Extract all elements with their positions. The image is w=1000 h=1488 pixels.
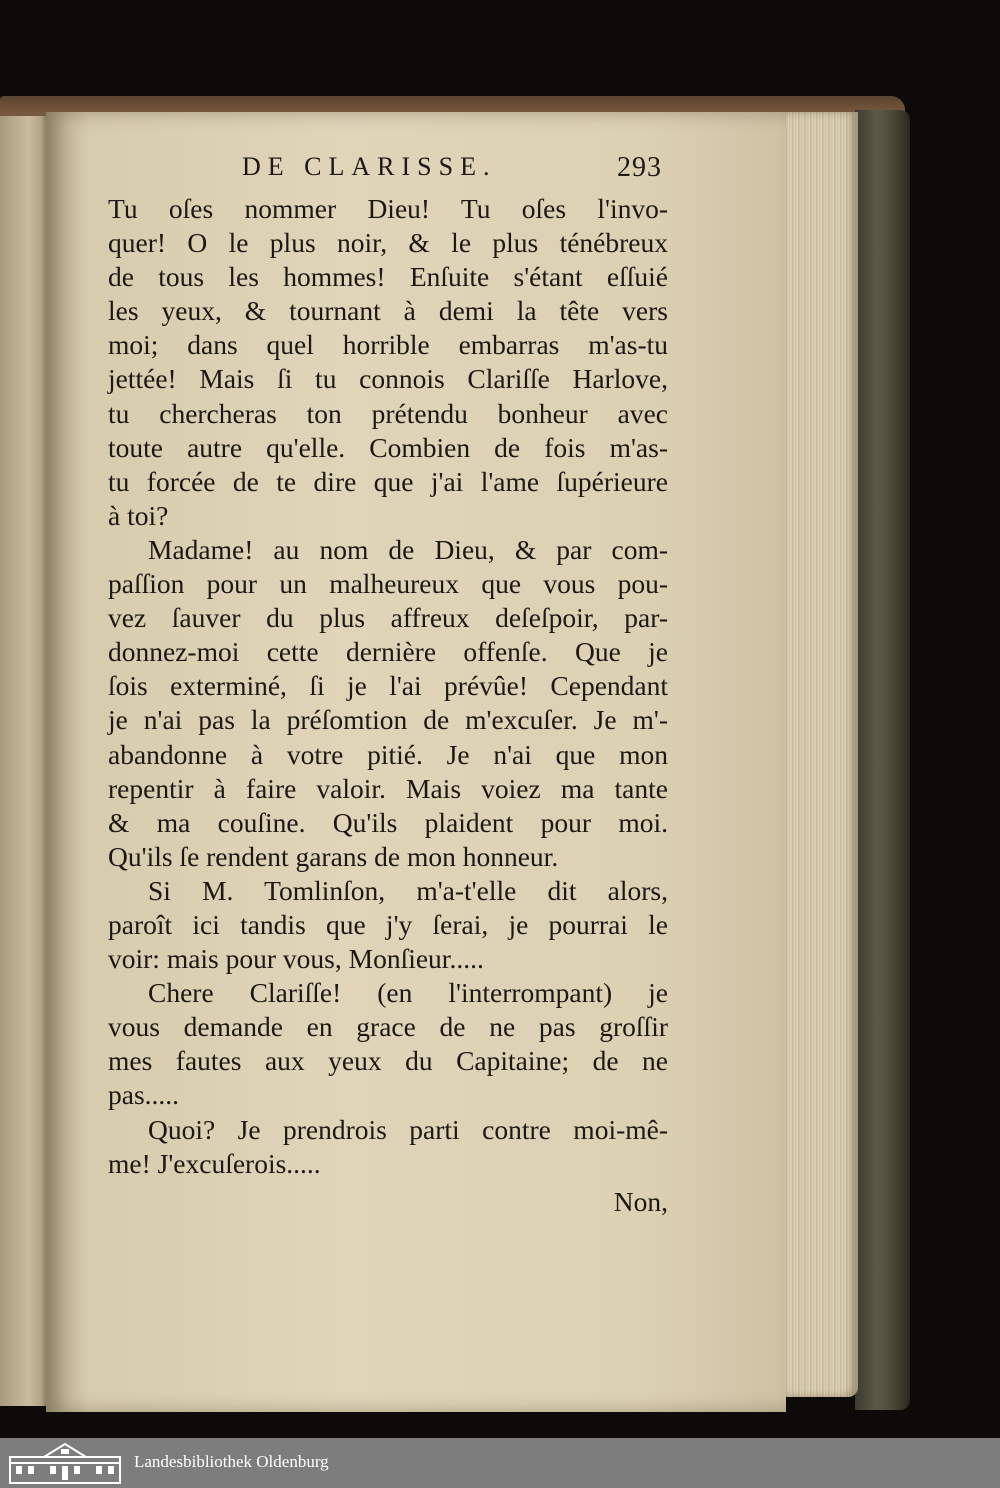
- page-header: [108, 148, 668, 192]
- running-head: DE CLARISSE.: [242, 152, 497, 181]
- text-line: moi; dans quel horrible embarras m'as-tu: [108, 329, 668, 361]
- text-line: toute autre qu'elle. Combien de fois m'as-: [108, 431, 668, 463]
- text-line: Quoi? Je prendrois parti contre moi-mê-: [148, 1113, 668, 1145]
- text-line: tu forcée de te dire que j'ai l'ame ſupérieure: [108, 465, 668, 497]
- text-line: les yeux, & tournant à demi la tête vers: [108, 295, 668, 327]
- book-cover-edge: [855, 110, 910, 1410]
- facing-page-edge: [0, 116, 48, 1406]
- text-line: me! J'excuſerois.....: [108, 1147, 321, 1179]
- text-line: & ma couſine. Qu'ils plaident pour moi.: [108, 806, 668, 838]
- catchword: Non,: [613, 1185, 668, 1217]
- text-line: Si M. Tomlinſon, m'a-t'elle dit alors,: [148, 874, 668, 906]
- text-line: vez ſauver du plus affreux deſeſpoir, par-: [108, 602, 668, 634]
- footer-label: Landesbibliothek Oldenburg: [134, 1452, 329, 1471]
- text-line: jettée! Mais ſi tu connois Clariſſe Harlove,: [108, 363, 668, 395]
- library-building-icon: [6, 1441, 124, 1485]
- text-line: Chere Clariſſe! (en l'interrompant) je: [148, 977, 668, 1009]
- text-line: je n'ai pas la préſomtion de m'excuſer. Je m'-: [108, 704, 668, 736]
- text-line: paroît ici tandis que j'y ſerai, je pourrai le: [108, 908, 668, 940]
- text-line: Tu oſes nommer Dieu! Tu oſes l'invo-: [108, 193, 668, 224]
- text-line: donnez-moi cette dernière offenſe. Que je: [108, 636, 668, 668]
- text-line: abandonne à votre pitié. Je n'ai que mon: [108, 738, 668, 770]
- text-line: Madame! au nom de Dieu, & par com-: [148, 533, 668, 565]
- text-line: mes fautes aux yeux du Capitaine; de ne: [108, 1045, 668, 1077]
- text-line: voir: mais pour vous, Monſieur.....: [108, 943, 484, 975]
- text-line: de tous les hommes! Enſuite s'étant eſſuié: [108, 261, 668, 293]
- text-line: pas.....: [108, 1079, 180, 1111]
- text-line: à toi?: [108, 499, 169, 531]
- footer-bar: [0, 1438, 1000, 1488]
- text-line: quer! O le plus noir, & le plus ténébreux: [108, 227, 668, 259]
- page-text: [108, 148, 668, 1219]
- page-edges: [778, 112, 858, 1397]
- text-line: paſſion pour un malheureux que vous pou-: [108, 568, 668, 600]
- text-line: Qu'ils ſe rendent garans de mon honneur.: [108, 840, 559, 872]
- text-line: ſois exterminé, ſi je l'ai prévûe! Cependant: [108, 670, 668, 702]
- page-number: 293: [617, 152, 662, 183]
- text-line: vous demande en grace de ne pas groſſir: [108, 1011, 668, 1043]
- text-line: repentir à faire valoir. Mais voiez ma tante: [108, 772, 668, 804]
- text-line: tu chercheras ton prétendu bonheur avec: [108, 397, 668, 429]
